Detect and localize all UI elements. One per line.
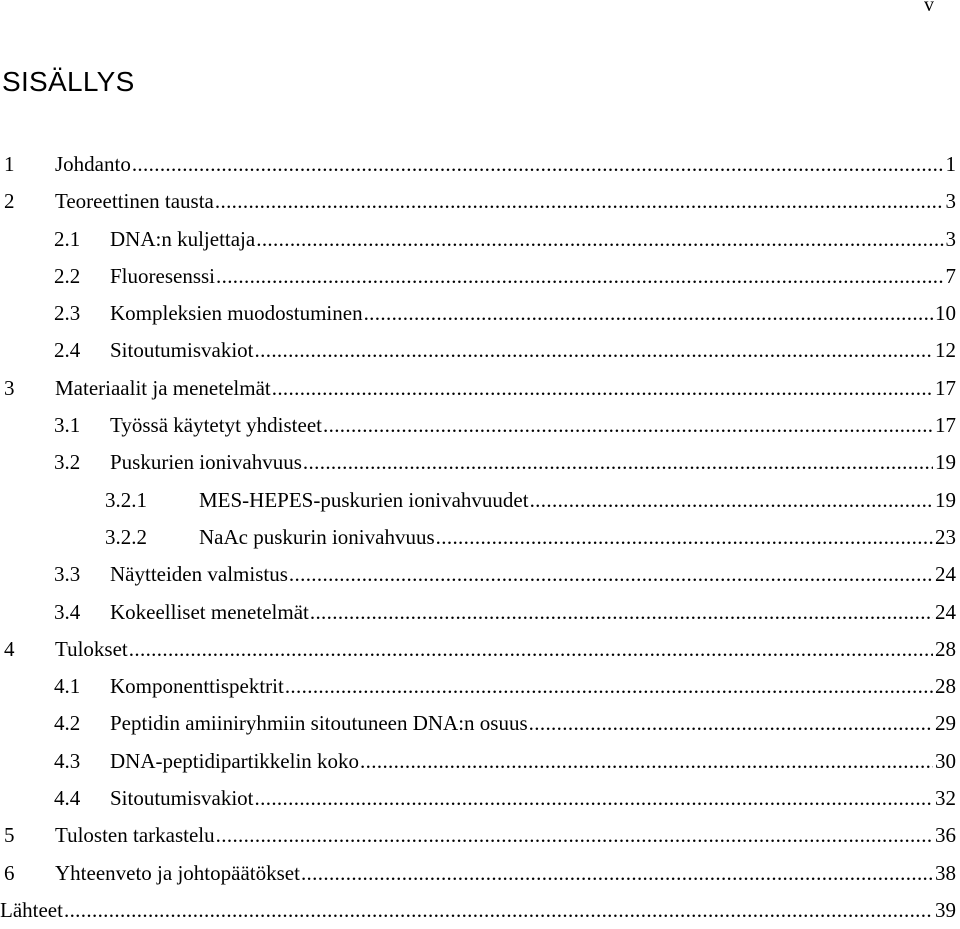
toc-entry-title: DNA:n kuljettaja: [110, 226, 256, 251]
toc-entry[interactable]: [0, 817, 956, 854]
toc-entry-title: Fluoresenssi: [110, 263, 215, 288]
toc-entry-number: 2: [4, 189, 15, 214]
toc-entry-title: Peptidin amiiniryhmiin sitoutuneen DNA:n osuus: [110, 711, 528, 736]
toc-entry[interactable]: [0, 668, 956, 705]
toc-entry-number: 3.3: [54, 562, 81, 587]
toc-entry[interactable]: [0, 594, 956, 631]
toc-entry-number: 3.1: [54, 413, 81, 438]
toc-entry-number: 4.3: [54, 748, 81, 773]
toc-entry-page: 3: [945, 189, 956, 214]
toc-entry[interactable]: [0, 295, 956, 332]
dot-leader: [529, 705, 933, 742]
toc-entry-title: Tulokset: [55, 636, 128, 661]
dot-leader: [215, 183, 944, 220]
dot-leader: [360, 743, 933, 780]
toc-entry[interactable]: [0, 892, 956, 929]
toc-entry-number: 5: [4, 823, 15, 848]
toc-entry[interactable]: [0, 183, 956, 220]
toc-entry-number: 4.1: [54, 674, 81, 699]
toc-entry-number: 3.2.1: [105, 487, 147, 512]
dot-leader: [364, 295, 933, 332]
toc-entry-title: Sitoutumisvakiot: [110, 338, 254, 363]
toc-entry-number: 4: [4, 636, 15, 661]
toc-entry-title: Yhteenveto ja johtopäätökset: [55, 860, 300, 885]
toc-entry-title: Kompleksien muodostuminen: [110, 301, 363, 326]
toc-entry-number: 3: [4, 375, 15, 400]
toc-entry-number: 2.2: [54, 263, 81, 288]
toc-entry[interactable]: [0, 631, 956, 668]
dot-leader: [64, 892, 933, 929]
toc-entry[interactable]: [0, 780, 956, 817]
toc-entry-page: 1: [945, 152, 956, 176]
toc-entry-title: Lähteet: [0, 897, 63, 922]
toc-entry-number: 1: [4, 152, 15, 176]
toc-entry-title: Sitoutumisvakiot: [110, 786, 254, 811]
toc-entry-title: Johdanto: [55, 152, 131, 176]
toc-entry-title: MES-HEPES-puskurien ionivahvuudet: [199, 487, 529, 512]
toc-entry[interactable]: [0, 482, 956, 519]
toc-heading: SISÄLLYS: [2, 66, 135, 97]
toc-entry-page: 19: [935, 450, 956, 475]
dot-leader: [323, 407, 933, 444]
dot-leader: [216, 817, 933, 854]
dot-leader: [303, 444, 933, 481]
toc-entry-number: 2.4: [54, 338, 81, 363]
dot-leader: [272, 370, 933, 407]
toc-entry[interactable]: [0, 407, 956, 444]
dot-leader: [256, 221, 943, 258]
toc-entry[interactable]: [0, 258, 956, 295]
toc-entry-page: 24: [935, 599, 956, 624]
toc-entry-page: 19: [935, 487, 956, 512]
toc-entry-page: 28: [935, 636, 956, 661]
toc-entry-page: 17: [935, 413, 956, 438]
toc-entry-number: 2.1: [54, 226, 81, 251]
toc-entry-title: Teoreettinen tausta: [55, 189, 214, 214]
toc-entry-page: 28: [935, 674, 956, 699]
toc-entry[interactable]: [0, 519, 956, 556]
toc-entry-page: 24: [935, 562, 956, 587]
toc-entry-title: Komponenttispektrit: [110, 674, 284, 699]
dot-leader: [255, 780, 933, 817]
dot-leader: [216, 258, 944, 295]
toc-entry-page: 3: [945, 226, 956, 251]
toc-entry-number: 3.2: [54, 450, 81, 475]
toc-entry[interactable]: [0, 705, 956, 742]
toc-entry-title: DNA-peptidipartikkelin koko: [110, 748, 360, 773]
toc-entry-page: 17: [935, 375, 956, 400]
toc-entry-title: Kokeelliset menetelmät: [110, 599, 309, 624]
toc-entry-page: 30: [935, 748, 956, 773]
toc-entry-title: NaAc puskurin ionivahvuus: [199, 524, 435, 549]
toc-entry-title: Tulosten tarkastelu: [55, 823, 215, 848]
dot-leader: [255, 332, 933, 369]
toc-entry[interactable]: [0, 855, 956, 892]
toc-entry[interactable]: [0, 444, 956, 481]
page-number: v: [924, 0, 934, 16]
toc-entry-number: 4.2: [54, 711, 81, 736]
toc-entry-title: Puskurien ionivahvuus: [110, 450, 302, 475]
table-of-contents: [0, 146, 956, 929]
toc-entry-number: 2.3: [54, 301, 81, 326]
toc-entry-page: 39: [935, 897, 956, 922]
dot-leader: [285, 668, 933, 705]
toc-entry[interactable]: [0, 221, 956, 258]
toc-entry-title: Näytteiden valmistus: [110, 562, 288, 587]
toc-entry-page: 36: [935, 823, 956, 848]
toc-entry[interactable]: [0, 556, 956, 593]
toc-entry-title: Materiaalit ja menetelmät: [55, 375, 271, 400]
dot-leader: [301, 855, 933, 892]
toc-entry-number: 6: [4, 860, 15, 885]
toc-entry-number: 4.4: [54, 786, 81, 811]
toc-entry-page: 23: [935, 524, 956, 549]
toc-entry[interactable]: [0, 370, 956, 407]
toc-entry-page: 7: [945, 263, 956, 288]
toc-entry[interactable]: [0, 332, 956, 369]
dot-leader: [530, 482, 933, 519]
toc-entry[interactable]: [0, 146, 956, 183]
dot-leader: [289, 556, 933, 593]
toc-entry-page: 32: [935, 786, 956, 811]
toc-entry[interactable]: [0, 743, 956, 780]
toc-entry-page: 12: [935, 338, 956, 363]
dot-leader: [129, 631, 933, 668]
dot-leader: [436, 519, 933, 556]
toc-entry-page: 38: [935, 860, 956, 885]
dot-leader: [310, 594, 933, 631]
toc-entry-title: Työssä käytetyt yhdisteet: [110, 413, 322, 438]
toc-entry-page: 10: [935, 301, 956, 326]
toc-entry-number: 3.4: [54, 599, 81, 624]
dot-leader: [132, 146, 944, 183]
toc-entry-number: 3.2.2: [105, 524, 147, 549]
toc-entry-page: 29: [935, 711, 956, 736]
